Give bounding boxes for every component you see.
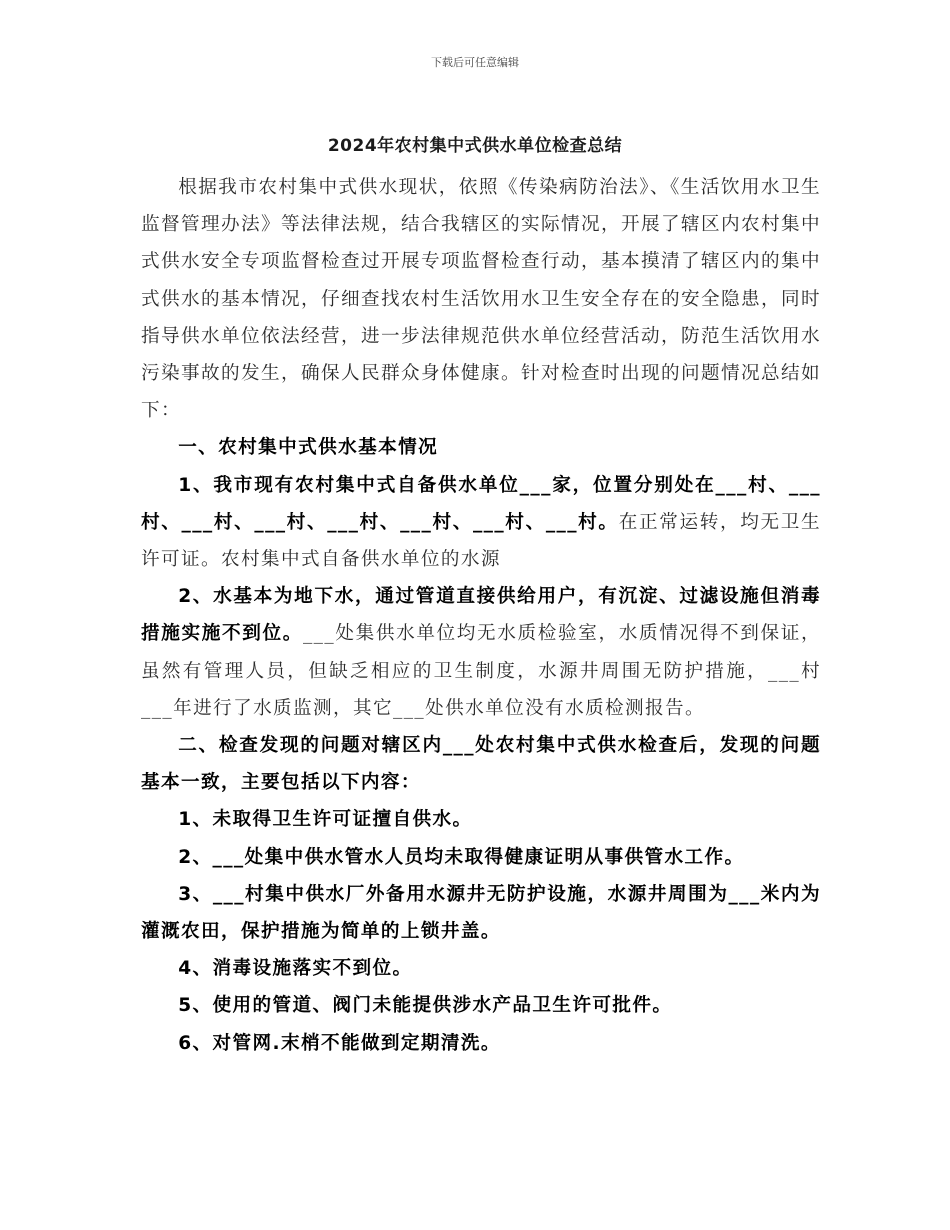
document-body [141,169,821,1062]
item-1-bold-text: 1、我市现有农村集中式自备供水单位___家，位置分别处在___村、___村、___村、___村、___村、___村、___村、___村。 [141,474,821,533]
page-header-note: 下载后可任意编辑 [431,56,519,69]
problem-item: 1、未取得卫生许可证擅自供水。 [178,809,473,831]
problem-item: 5、使用的管道、阀门未能提供涉水产品卫生许可批件。 [178,995,673,1017]
problem-item: 4、消毒设施落实不到位。 [178,958,413,980]
problem-item: 3、___村集中供水厂外备用水源井无防护设施，水源井周围为___米内为灌溉农田，保护措施为简单的上锁井盖。 [141,883,821,943]
section-heading-basic-info: 一、农村集中式供水基本情况 [178,437,439,459]
item-2-paragraph [141,578,821,727]
problem-item: 6、对管网.末梢不能做到定期清洗。 [178,1032,501,1054]
section-heading-problems: 二、检查发现的问题对辖区内___处农村集中式供水检查后，发现的问题基本一致，主要包括以下内容： [141,735,821,794]
item-2-normal-text: ___处集供水单位均无水质检验室，水质情况得不到保证，虽然有管理人员，但缺乏相应的卫生制度，水源井周围无防护措施，___村___年进行了水质监测，其它___处供水单位没有水质检测报告。 [141,623,821,719]
item-2-bold-text: 2、水基本为地下水，通过管道直接供给用户，有沉淀、过滤设施但消毒措施实施不到位。 [141,586,821,645]
item-1-normal-text: 在正常运转，均无卫生许可证。农村集中式自备供水单位的水源 [141,511,821,571]
item-1-paragraph [141,467,821,579]
document-title: 2024年农村集中式供水单位检查总结 [327,136,623,156]
intro-paragraph: 根据我市农村集中式供水现状，依照《传染病防治法》、《生活饮用水卫生监督管理办法》等法律法规，结合我辖区的实际情况，开展了辖区内农村集中式供水安全专项监督检查过开展专项监督检查行动，基本摸清了辖区内的集中式供水的基本情况，仔细查找农村生活饮用水卫生安全存在的安全隐患，同时指导供水单位依法经营，进一步法律规范供水单位经营活动，防范生活饮用水污染事故的发生，确保人民群众身体健康。针对检查时出现的问题情况总结如下： [141,177,821,422]
problem-item: 2、___处集中供水管水人员均未取得健康证明从事供管水工作。 [178,846,745,868]
